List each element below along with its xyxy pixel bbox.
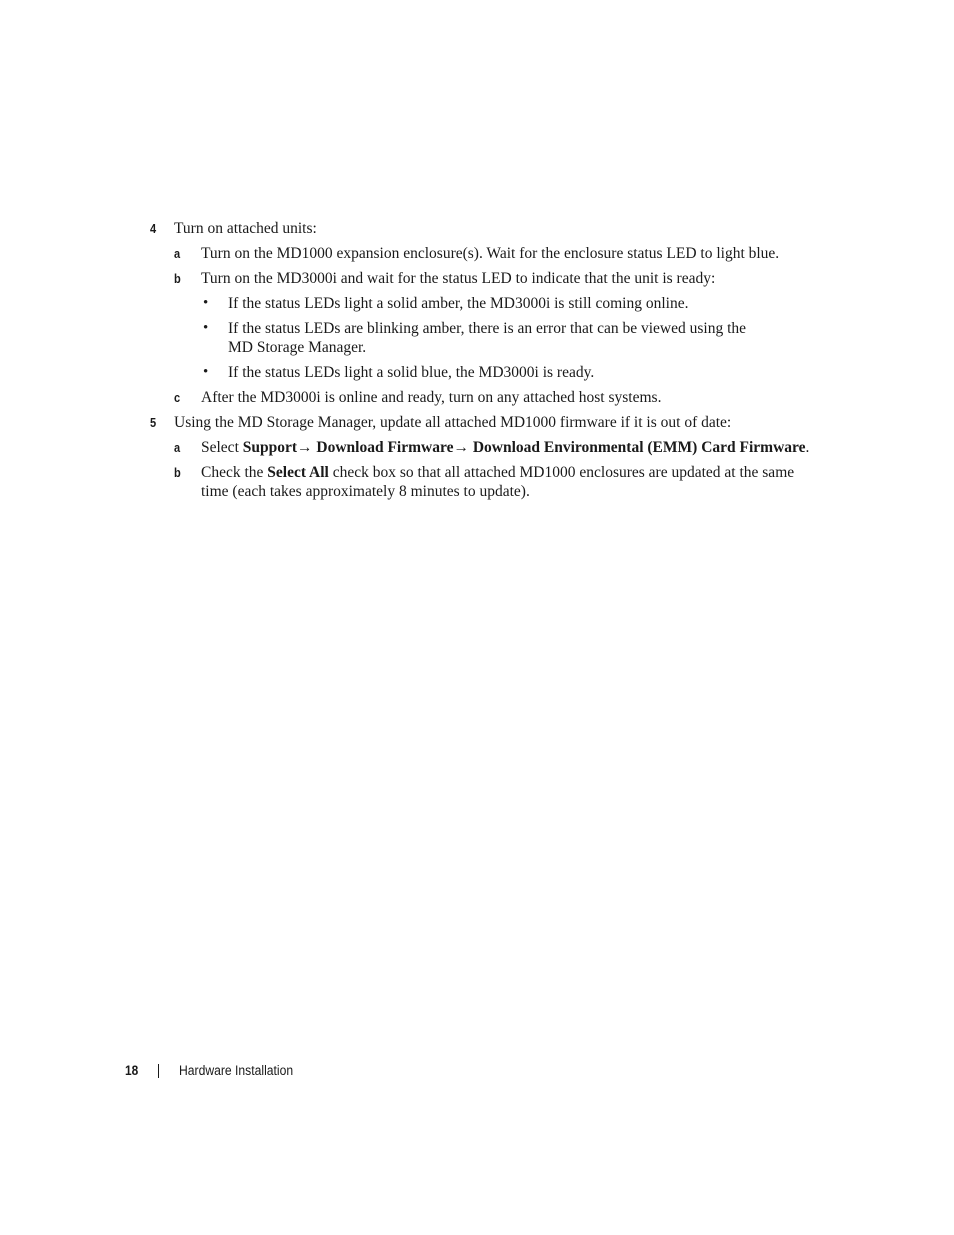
step-number: 4 xyxy=(150,221,157,236)
arrow-icon: → xyxy=(297,439,313,456)
page-number: 18 xyxy=(125,1062,139,1078)
select-all-label: Select All xyxy=(267,464,329,481)
bullet-marker: • xyxy=(203,364,209,380)
substep-text xyxy=(201,463,794,482)
arrow-icon: → xyxy=(453,439,469,456)
step-text: Turn on attached units: xyxy=(174,220,317,237)
text-run: Check the xyxy=(201,464,268,481)
substep-text: Turn on the MD1000 expansion enclosure(s). Wait for the enclosure status LED to light blue. xyxy=(201,245,780,262)
substep-letter: b xyxy=(174,271,181,286)
text-run: . xyxy=(805,439,810,456)
bullet-marker: • xyxy=(203,295,209,311)
bullet-marker: • xyxy=(203,320,209,336)
footer-divider xyxy=(158,1064,159,1078)
substep-letter: a xyxy=(174,246,181,261)
menu-item-download-emm-firmware: Download Environmental (EMM) Card Firmware xyxy=(472,439,806,456)
substep-letter: c xyxy=(174,390,181,405)
text-run: Select xyxy=(201,439,243,456)
substep-letter: b xyxy=(174,465,181,480)
step-number: 5 xyxy=(150,415,157,430)
substep-text: time (each takes approximately 8 minutes to update). xyxy=(201,483,530,500)
substep-text: After the MD3000i is online and ready, turn on any attached host systems. xyxy=(201,389,662,406)
footer-section-title: Hardware Installation xyxy=(179,1063,294,1078)
substep-letter: a xyxy=(174,440,181,455)
text-run: check box so that all attached MD1000 enclosures are updated at the same xyxy=(328,464,795,481)
substep-text xyxy=(201,438,809,457)
bullet-text: If the status LEDs light a solid blue, the MD3000i is ready. xyxy=(228,364,595,381)
bullet-text: MD Storage Manager. xyxy=(228,339,367,356)
menu-item-download-firmware: Download Firmware xyxy=(316,439,454,456)
substep-text: Turn on the MD3000i and wait for the status LED to indicate that the unit is ready: xyxy=(201,270,716,287)
menu-item-support: Support xyxy=(242,439,298,456)
bullet-text: If the status LEDs are blinking amber, there is an error that can be viewed using the xyxy=(228,320,747,337)
step-text: Using the MD Storage Manager, update all attached MD1000 firmware if it is out of date: xyxy=(174,414,732,431)
bullet-text: If the status LEDs light a solid amber, the MD3000i is still coming online. xyxy=(228,295,689,312)
